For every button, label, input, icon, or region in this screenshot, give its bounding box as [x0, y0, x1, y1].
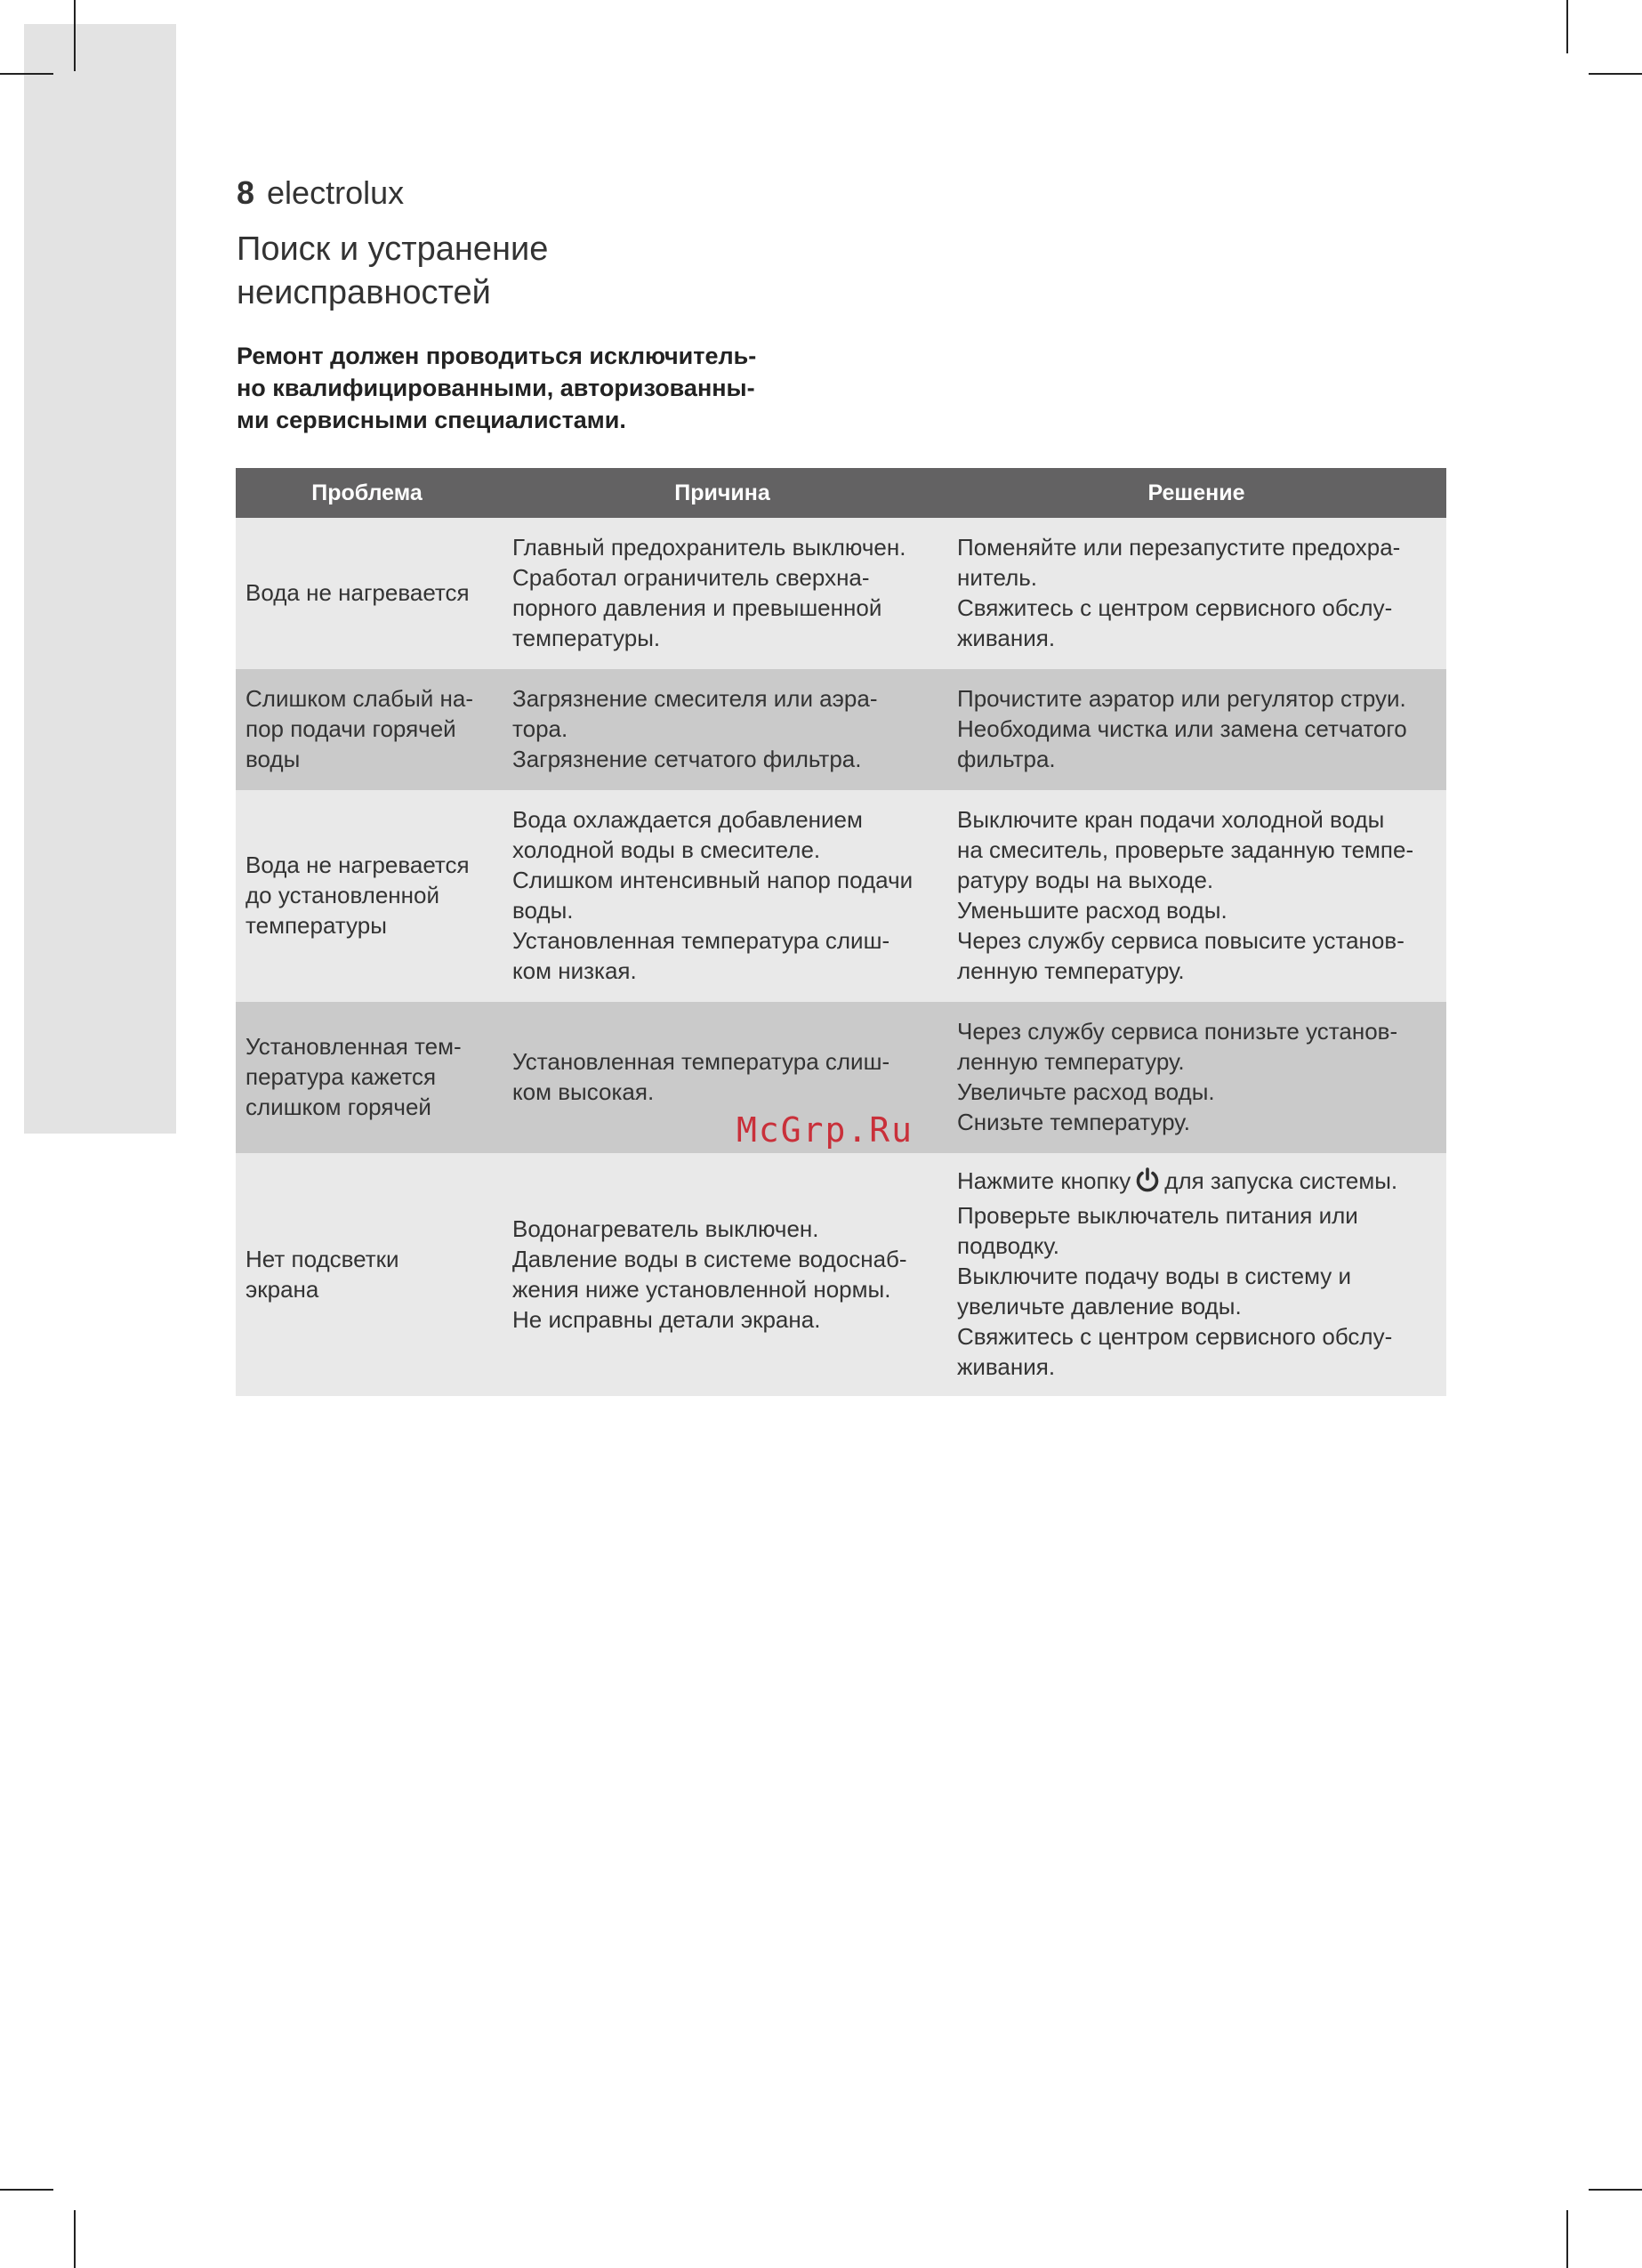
- text-line: Выключите кран подачи холодной воды: [957, 806, 1385, 833]
- text-line: Установленная температура слиш-: [512, 1048, 890, 1075]
- header-cause: Причина: [498, 468, 946, 518]
- text-line: Загрязнение сетчатого фильтра.: [512, 746, 862, 772]
- text-line: Установленная тем-: [245, 1033, 462, 1060]
- cell-cause: [498, 518, 946, 669]
- text-line: Установленная температура слиш-: [512, 927, 890, 954]
- text-line: воды.: [512, 897, 574, 924]
- cell-solution: [946, 1002, 1446, 1153]
- text-line: Главный предохранитель выключен.: [512, 534, 906, 561]
- text-line: ком высокая.: [512, 1078, 655, 1105]
- text-line: до установленной: [245, 882, 440, 908]
- title-line: Поиск и устранение: [237, 230, 549, 268]
- text-line: Слишком интенсивный напор подачи: [512, 867, 914, 893]
- text-line: Давление воды в системе водоснаб-: [512, 1245, 907, 1272]
- brand-name: electrolux: [267, 174, 405, 211]
- text-line: экрана: [245, 1275, 319, 1303]
- warning-note: [237, 340, 859, 436]
- text-line: Водонагреватель выключен.: [512, 1215, 819, 1242]
- text-line: Выключите подачу воды в систему и: [957, 1263, 1352, 1289]
- warning-line: но квалифицированными, авторизованны-: [237, 375, 755, 401]
- text-line: Слишком слабый на-: [245, 685, 473, 712]
- text-line: на смеситель, проверьте заданную темпе-: [957, 836, 1414, 863]
- text-line: температуры.: [512, 625, 661, 651]
- table-row: [236, 1153, 1446, 1396]
- header-problem: Проблема: [236, 468, 498, 518]
- cell-problem: [236, 790, 498, 1002]
- text-line: холодной воды в смесителе.: [512, 836, 821, 863]
- text-line: жения ниже установленной нормы.: [512, 1275, 891, 1303]
- cell-solution: [946, 669, 1446, 790]
- text-line: тора.: [512, 715, 568, 742]
- text-line: нитель.: [957, 564, 1038, 591]
- text-line: Вода не нагревается: [245, 852, 470, 878]
- text-line: Загрязнение смесителя или аэра-: [512, 685, 878, 712]
- text-line: Вода охлаждается добавлением: [512, 806, 863, 833]
- text-line: пература кажется: [245, 1063, 437, 1090]
- text-line: Прочистите аэратор или регулятор струи.: [957, 685, 1406, 712]
- text-line: Нет подсветки: [245, 1245, 399, 1272]
- text-line: Необходима чистка или замена сетчатого: [957, 715, 1407, 742]
- table-row: [236, 790, 1446, 1002]
- table-row: [236, 669, 1446, 790]
- crop-mark: [74, 0, 76, 71]
- power-icon: [1134, 1166, 1161, 1200]
- cell-solution: [946, 790, 1446, 1002]
- warning-line: Ремонт должен проводиться исключитель-: [237, 343, 757, 369]
- table-header-row: [236, 468, 1446, 518]
- text-line: Не исправны детали экрана.: [512, 1305, 821, 1333]
- text-fragment: для запуска системы.: [1164, 1167, 1398, 1194]
- text-line: Уменьшите расход воды.: [957, 897, 1227, 924]
- text-line: ленную температуру.: [957, 957, 1185, 984]
- side-band: [24, 24, 176, 1134]
- text-line: Увеличьте расход воды.: [957, 1078, 1215, 1105]
- text-line: Вода не нагревается: [245, 579, 470, 606]
- text-line: пор подачи горячей: [245, 715, 456, 742]
- text-line: живания.: [957, 1353, 1056, 1380]
- text-line: увеличьте давление воды.: [957, 1293, 1242, 1320]
- crop-mark: [1566, 2210, 1568, 2268]
- text-line: фильтра.: [957, 746, 1056, 772]
- text-line: порного давления и превышенной: [512, 594, 882, 621]
- cell-solution: [946, 518, 1446, 669]
- cell-problem: [236, 518, 498, 669]
- text-line: Через службу сервиса понизьте установ-: [957, 1018, 1398, 1045]
- table-row: [236, 518, 1446, 669]
- cell-problem: [236, 1153, 498, 1396]
- cell-problem: [236, 669, 498, 790]
- text-fragment: Нажмите кнопку: [957, 1167, 1131, 1194]
- text-line: слишком горячей: [245, 1094, 431, 1120]
- text-line: Через службу сервиса повысите установ-: [957, 927, 1405, 954]
- title-line: неисправностей: [237, 274, 491, 311]
- crop-mark: [1589, 2189, 1642, 2191]
- page-title: [237, 228, 548, 315]
- crop-mark: [1566, 0, 1568, 53]
- header-solution: Решение: [946, 468, 1446, 518]
- crop-mark: [0, 73, 53, 75]
- cell-solution: [946, 1153, 1446, 1396]
- troubleshooting-table: [236, 468, 1446, 1396]
- text-line: подводку.: [957, 1232, 1060, 1259]
- text-line: живания.: [957, 625, 1056, 651]
- watermark: McGrp.Ru: [736, 1110, 914, 1150]
- warning-line: ми сервисными специалистами.: [237, 407, 626, 433]
- cell-problem: [236, 1002, 498, 1153]
- text-line: температуры: [245, 912, 387, 939]
- text-line: [957, 1166, 1437, 1200]
- cell-cause: [498, 669, 946, 790]
- crop-mark: [74, 2210, 76, 2268]
- cell-cause: [498, 1153, 946, 1396]
- text-line: ком низкая.: [512, 957, 637, 984]
- crop-mark: [1589, 73, 1642, 75]
- text-line: ленную температуру.: [957, 1048, 1185, 1075]
- page-header: [237, 174, 404, 212]
- text-line: Снизьте температуру.: [957, 1109, 1190, 1135]
- crop-mark: [0, 2189, 53, 2191]
- text-line: Поменяйте или перезапустите предохра-: [957, 534, 1401, 561]
- text-line: Проверьте выключатель питания или: [957, 1202, 1358, 1229]
- text-line: Сработал ограничитель сверхна-: [512, 564, 870, 591]
- text-line: Свяжитесь с центром сервисного обслу-: [957, 594, 1393, 621]
- page-number: 8: [237, 174, 255, 211]
- cell-cause: [498, 790, 946, 1002]
- text-line: ратуру воды на выходе.: [957, 867, 1214, 893]
- text-line: воды: [245, 746, 301, 772]
- text-line: Свяжитесь с центром сервисного обслу-: [957, 1323, 1393, 1350]
